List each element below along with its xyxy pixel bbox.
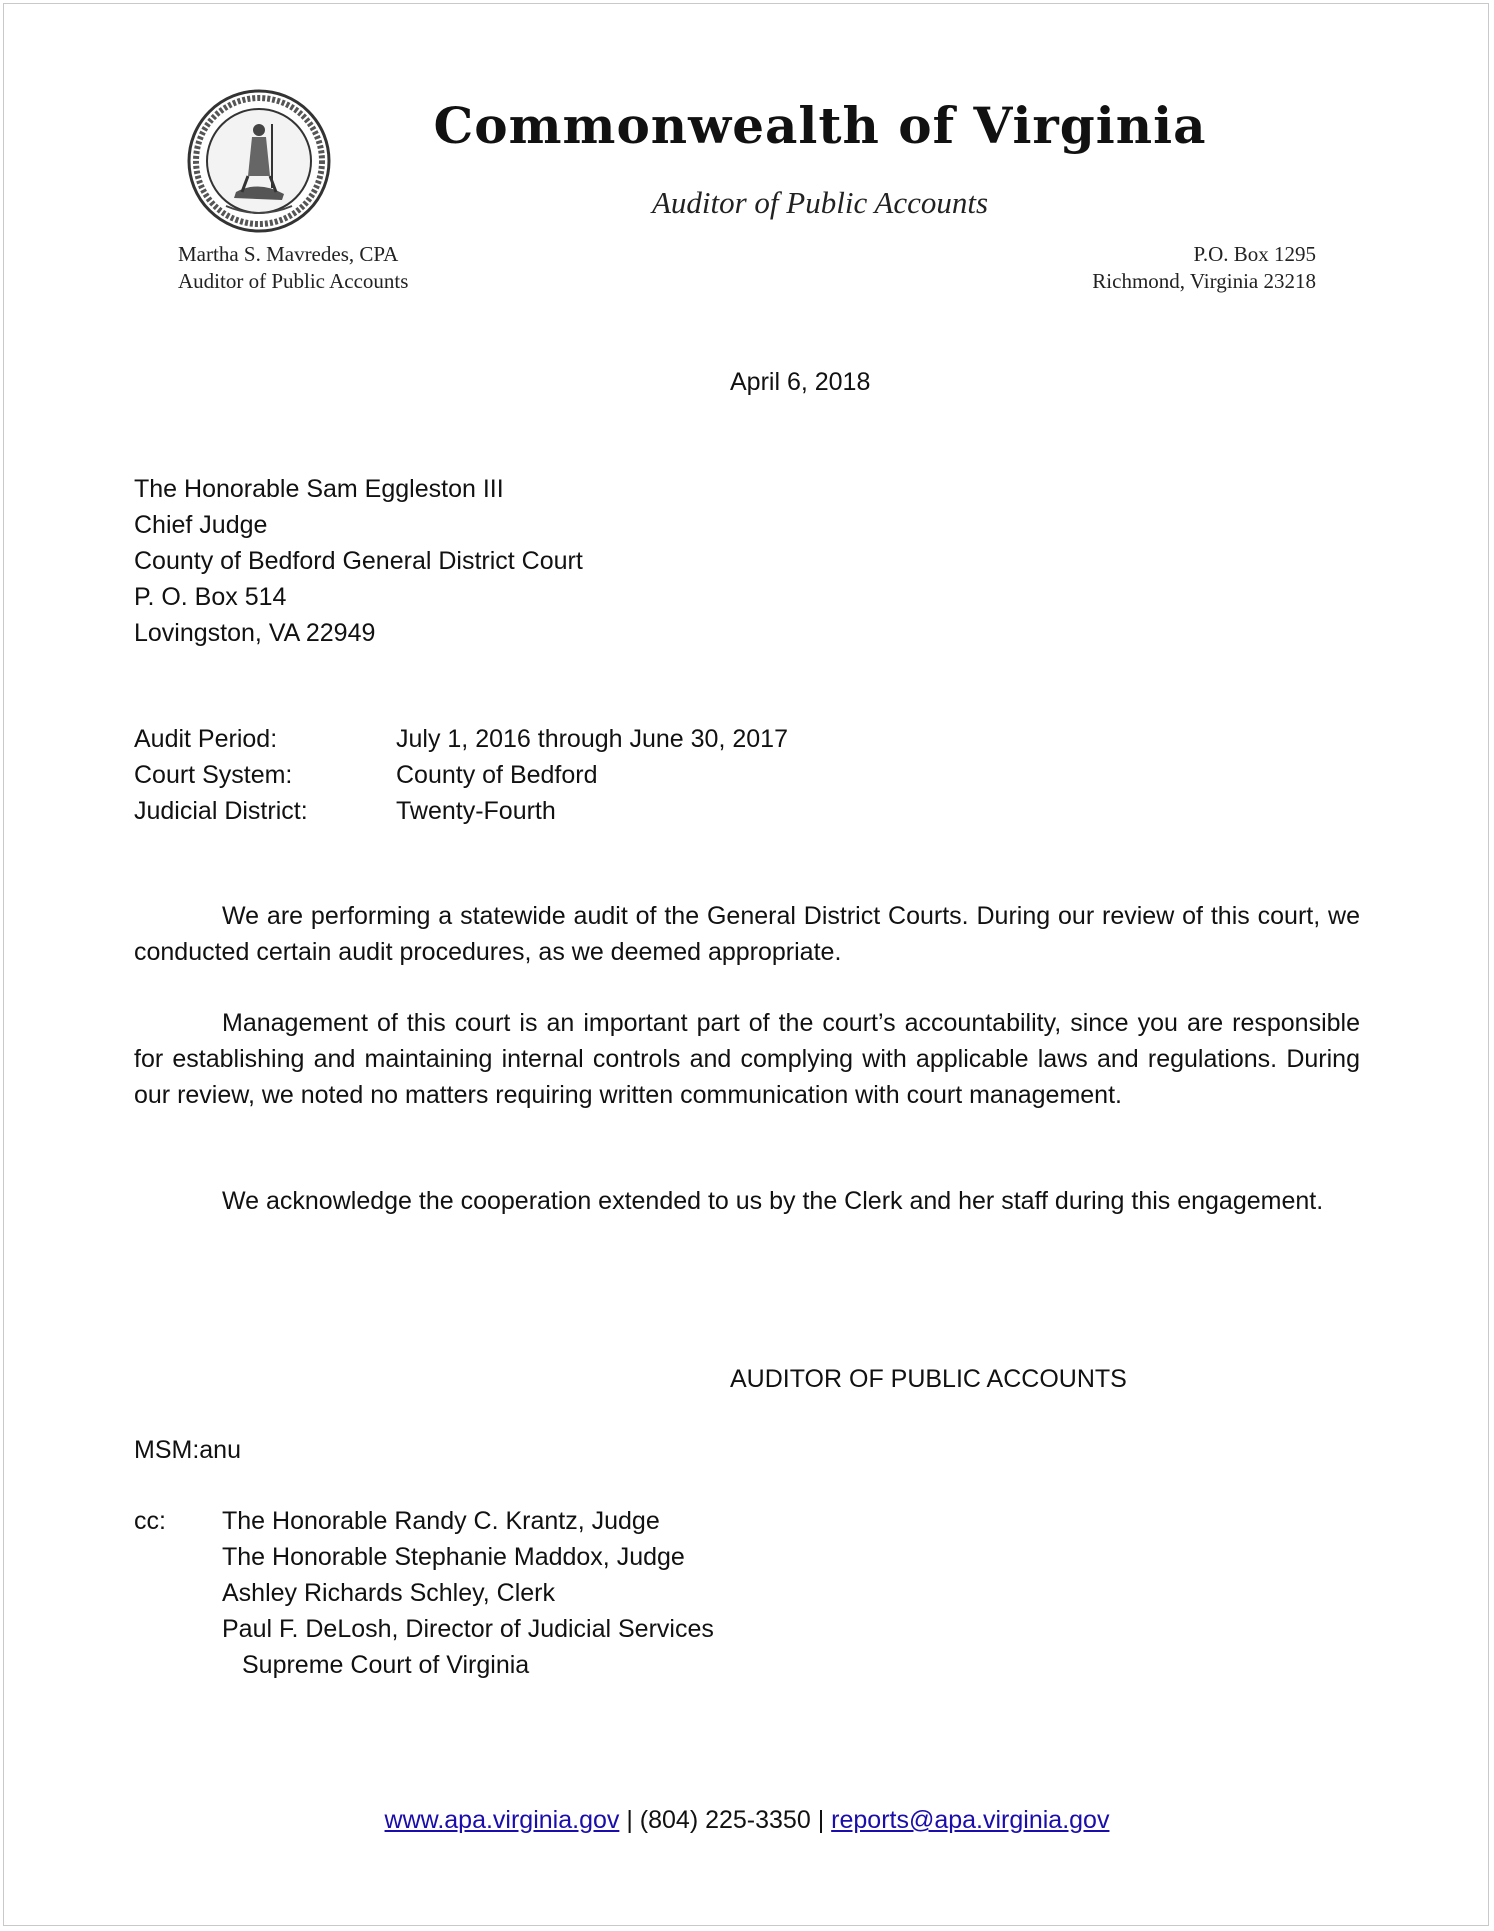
body-paragraph-2 bbox=[134, 1005, 1360, 1113]
footer-separator: | bbox=[626, 1806, 633, 1834]
audit-info-label: Court System: bbox=[134, 761, 293, 789]
audit-info-label: Audit Period: bbox=[134, 725, 278, 753]
signature-block: AUDITOR OF PUBLIC ACCOUNTS bbox=[730, 1365, 1127, 1393]
recipient-name: The Honorable Sam Eggleston III bbox=[134, 475, 504, 503]
reference-initials: MSM:anu bbox=[134, 1436, 241, 1464]
letterhead-subtitle: Auditor of Public Accounts bbox=[651, 185, 989, 220]
cc-recipient: Paul F. DeLosh, Director of Judicial Services bbox=[222, 1615, 714, 1643]
audit-info-row bbox=[134, 721, 788, 757]
auditor-title: Auditor of Public Accounts bbox=[178, 269, 409, 293]
body-paragraph-3 bbox=[134, 1183, 1360, 1219]
body-paragraph-text: We acknowledge the cooperation extended to us by the Clerk and her staff during this engagement. bbox=[222, 1187, 1324, 1215]
audit-info-table bbox=[134, 721, 788, 829]
letterhead-title: Commonwealth of Virginia bbox=[433, 96, 1207, 155]
cc-recipient: The Honorable Stephanie Maddox, Judge bbox=[222, 1543, 685, 1571]
recipient-address bbox=[134, 471, 583, 651]
office-city: Richmond, Virginia 23218 bbox=[1092, 269, 1316, 293]
audit-info-value: Twenty-Fourth bbox=[396, 797, 556, 825]
audit-info-value: July 1, 2016 through June 30, 2017 bbox=[396, 725, 788, 753]
audit-info-row bbox=[134, 793, 788, 829]
body-paragraph-1 bbox=[134, 898, 1360, 970]
audit-info-label: Judicial District: bbox=[134, 797, 308, 825]
website-link[interactable]: www.apa.virginia.gov bbox=[384, 1806, 620, 1834]
audit-info-row bbox=[134, 757, 788, 793]
cc-recipient: Ashley Richards Schley, Clerk bbox=[222, 1579, 555, 1607]
letter-date: April 6, 2018 bbox=[730, 368, 871, 396]
recipient-address-line1: P. O. Box 514 bbox=[134, 583, 287, 611]
cc-list bbox=[222, 1503, 714, 1683]
auditor-identity bbox=[178, 241, 408, 295]
office-address bbox=[1092, 241, 1316, 295]
email-link[interactable]: reports@apa.virginia.gov bbox=[831, 1806, 1110, 1834]
footer-separator: | bbox=[817, 1806, 825, 1834]
body-paragraph-text: We are performing a statewide audit of the General District Courts. During our review of this court, we conducted certain audit procedures, as we deemed appropriate. bbox=[134, 902, 1360, 966]
auditor-name: Martha S. Mavredes, CPA bbox=[178, 242, 399, 266]
recipient-title: Chief Judge bbox=[134, 511, 268, 539]
footer-contact bbox=[0, 1806, 1494, 1835]
virginia-seal-icon bbox=[186, 88, 332, 234]
office-po-box: P.O. Box 1295 bbox=[1193, 242, 1316, 266]
phone-number: (804) 225-3350 bbox=[639, 1806, 811, 1834]
cc-recipient: The Honorable Randy C. Krantz, Judge bbox=[222, 1507, 660, 1535]
audit-info-value: County of Bedford bbox=[396, 761, 598, 789]
recipient-address-line2: Lovingston, VA 22949 bbox=[134, 619, 376, 647]
cc-label: cc: bbox=[134, 1507, 166, 1535]
recipient-court: County of Bedford General District Court bbox=[134, 547, 583, 575]
cc-recipient: Supreme Court of Virginia bbox=[242, 1651, 530, 1679]
body-paragraph-text: Management of this court is an important part of the court’s accountability, since you are responsible for establishing and maintaining internal controls and complying with applicable laws and regulations. During our review, we noted no matters requiring written communication with court management. bbox=[134, 1009, 1360, 1109]
